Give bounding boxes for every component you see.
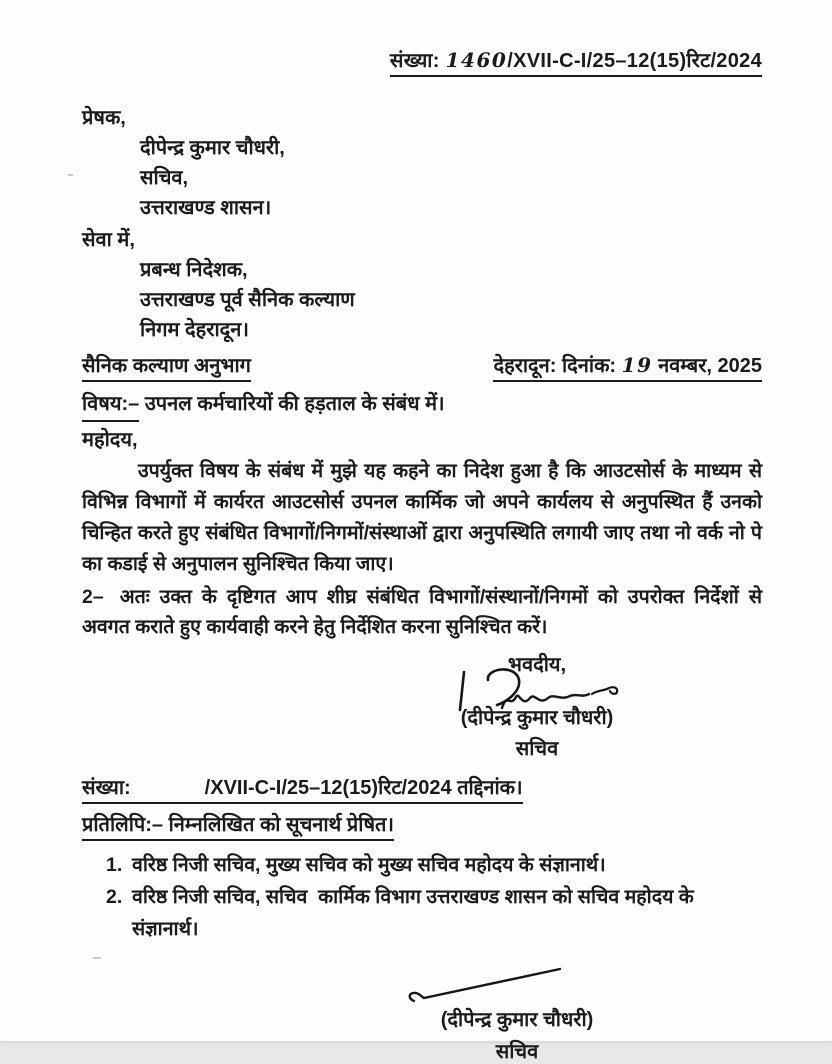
body-paragraph-2 xyxy=(82,582,768,642)
list-item xyxy=(106,849,762,881)
signature-block xyxy=(372,650,702,761)
recipient-org-line2: निगम देहरादून। xyxy=(140,319,249,341)
sender-org: उत्तराखण्ड शासन। xyxy=(140,197,272,219)
copy-recipient-list xyxy=(106,849,762,945)
recipient-block xyxy=(140,255,762,345)
sender-label: प्रेषक, xyxy=(82,107,126,129)
footer-ref-rest: /XVII-C-I/25–12(15)रिट/2024 xyxy=(204,777,452,799)
sender-name: दीपेन्द्र कुमार चौधरी, xyxy=(140,137,285,159)
scan-artifact xyxy=(68,174,73,176)
signature-block-2 xyxy=(352,961,682,1064)
recipient-designation: प्रबन्ध निदेशक, xyxy=(140,259,248,281)
paragraph-2-text: अतः उक्त के दृष्टिगत आप शीघ्र संबंधित विभागों/संस्थानों/निगमों को उपरोक्त निर्देशों से अवगत कराते हुए कार्यवाही करने हेतु निर्देशित करना सुनिश्चित करें। xyxy=(82,586,768,638)
footer-ref-suffix: तद्दिनांक। xyxy=(457,777,523,799)
scan-artifact xyxy=(93,957,101,959)
sender-designation: सचिव, xyxy=(140,167,189,189)
signatory-designation: सचिव xyxy=(515,738,559,760)
salutation: महोदय, xyxy=(82,429,138,451)
copy-heading: निम्नलिखित को सूचनार्थ प्रेषित। xyxy=(168,814,394,836)
copy-label: प्रतिलिपि:– xyxy=(82,814,164,836)
subject-label: विषय:– xyxy=(82,390,139,422)
handwritten-signature xyxy=(442,664,632,716)
closing-word: भवदीय, xyxy=(507,654,567,676)
ref-rest: /XVII-C-I/25–12(15)रिट/2024 xyxy=(507,50,762,72)
date-day-handwritten: 19 xyxy=(621,353,653,377)
list-item xyxy=(106,881,762,945)
subject-line xyxy=(82,390,762,422)
body-paragraph-1: उपर्युक्त विषय के संबंध में मुझे यह कहने का निदेश हुआ है कि आउटसोर्स के माध्यम से विभिन्न विभागों में कार्यरत आउटसोर्स उपनल कार्मिक जो अपने कार्यलय से अनुपस्थित हैं उनको चिन्हित करते हुए संबंधित विभागों/निगमों/संस्थाओं द्वारा अनुपस्थिति लगायी जाए तथा नो वर्क नो पे का कडाई से अनुपालन सुनिश्चित किया जाए। xyxy=(82,460,768,575)
section-name: सैनिक कल्याण अनुभाग xyxy=(82,351,251,382)
list-item-number: 2. xyxy=(106,886,123,908)
reference-number xyxy=(82,46,762,77)
ref-label: संख्या: xyxy=(389,50,440,72)
place-date-prefix: देहरादून: दिनांक: xyxy=(493,355,617,377)
ref-number-handwritten: 1460 xyxy=(445,48,508,72)
handwritten-signature-line xyxy=(400,961,600,1005)
list-item-text: वरिष्ठ निजी सचिव, मुख्य सचिव को मुख्य सचिव महोदय के संज्ञानार्थ। xyxy=(132,854,606,876)
list-item-text: वरिष्ठ निजी सचिव, सचिव कार्मिक विभाग उत्तराखण्ड शासन को सचिव महोदय के संज्ञानार्थ। xyxy=(132,886,700,940)
paragraph-2-number: 2– xyxy=(82,586,104,608)
list-item-number: 1. xyxy=(106,854,123,876)
recipient-label: सेवा में, xyxy=(82,229,135,251)
signatory-designation: सचिव xyxy=(495,1041,539,1063)
recipient-org-line1: उत्तराखण्ड पूर्व सैनिक कल्याण xyxy=(140,289,355,311)
date-rest: नवम्बर, 2025 xyxy=(658,355,762,377)
signatory-name: (दीपेन्द्र कुमार चौधरी) xyxy=(440,1009,594,1031)
copy-heading-line xyxy=(82,810,762,841)
footer-reference xyxy=(82,773,762,804)
place-date xyxy=(493,351,762,382)
subject-text: उपनल कर्मचारियों की हड़ताल के संबंध में। xyxy=(144,393,445,415)
footer-ref-label: संख्या: xyxy=(82,777,131,799)
signatory-name: (दीपेन्द्र कुमार चौधरी) xyxy=(460,707,614,729)
sender-block xyxy=(140,133,762,223)
